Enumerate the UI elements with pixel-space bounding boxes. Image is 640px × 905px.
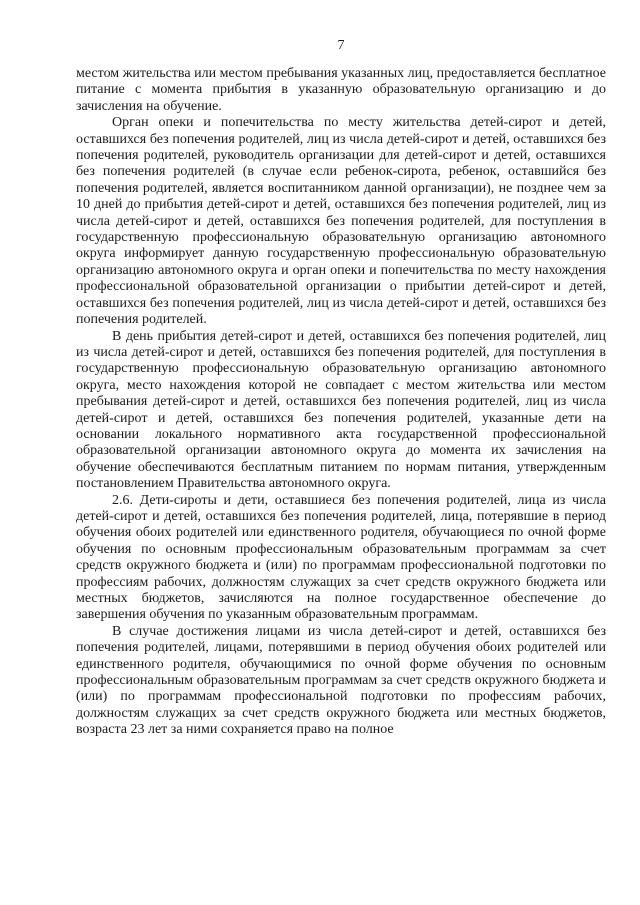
paragraph-arrival-day-meals: В день прибытия детей-сирот и детей, оставшихся без попечения родителей, лиц из числа детей-сирот и детей, оставшихся без попечения родителей, для поступления в государственную профессиональную образовательную организацию автономного округа, место нахождения которой не совпадает с местом жительства или местом пребывания детей-сирот и детей, оставшихся без попечения родителей, лиц из числа детей-сирот и детей, оставшихся без попечения родителей, указанные дети на основании локального нормативного акта государственной профессиональной образовательной организации автономного округа до момента их зачисления на обучение обеспечиваются бесплатным питанием по нормам питания, утвержденным постановлением Правительства автономного округа. [76, 328, 606, 492]
paragraph-continuation: местом жительства или местом пребывания указанных лиц, предоставляется бесплатное питание с момента прибытия в указанную образовательную организацию и до зачисления на обучение. [76, 66, 606, 114]
paragraph-section-2-6: 2.6. Дети-сироты и дети, оставшиеся без попечения родителей, лица из числа детей-сирот и детей, оставшихся без попечения родителей, лица, потерявшие в период обучения обоих родителей или единственного родителя, обучающиеся по очной форме обучения по основным профессиональным образовательным программам за счет средств окружного бюджета и (или) по программам профессиональной подготовки по профессиям рабочих, должностям служащих за счет средств окружного бюджета или местных бюджетов, зачисляются на полное государственное обеспечение до завершения обучения по указанным образовательным программам. [76, 492, 606, 623]
page-number: 7 [337, 38, 345, 53]
document-body [76, 66, 606, 739]
paragraph-age-23-provision: В случае достижения лицами из числа детей-сирот и детей, оставшихся без попечения родителей, лицами, потерявшими в период обучения обоих родителей или единственного родителя, обучающимися по очной форме обучения по основным профессиональным образовательным программам за счет средств окружного бюджета и (или) по программам профессиональной подготовки по профессиям рабочих, должностям служащих за счет средств окружного бюджета или местных бюджетов, возраста 23 лет за ними сохраняется право на полное [76, 623, 606, 738]
paragraph-guardianship-notice: Орган опеки и попечительства по месту жительства детей-сирот и детей, оставшихся без попечения родителей, лиц из числа детей-сирот и детей, оставшихся без попечения родителей, руководитель организации для детей-сирот и детей, оставшихся без попечения родителей (в случае если ребенок-сирота, ребенок, оставшийся без попечения родителей, является воспитанником данной организации), не позднее чем за 10 дней до прибытия детей-сирот и детей, оставшихся без попечения родителей, лиц из числа детей-сирот и детей, оставшихся без попечения родителей, для поступления в государственную профессиональную образовательную организацию автономного округа информирует данную государственную профессиональную образовательную организацию автономного округа и орган опеки и попечительства по месту нахождения профессиональной образовательной организации о прибытии детей-сирот и детей, оставшихся без попечения родителей, лиц из числа детей-сирот и детей, оставшихся без попечения родителей. [76, 115, 606, 328]
